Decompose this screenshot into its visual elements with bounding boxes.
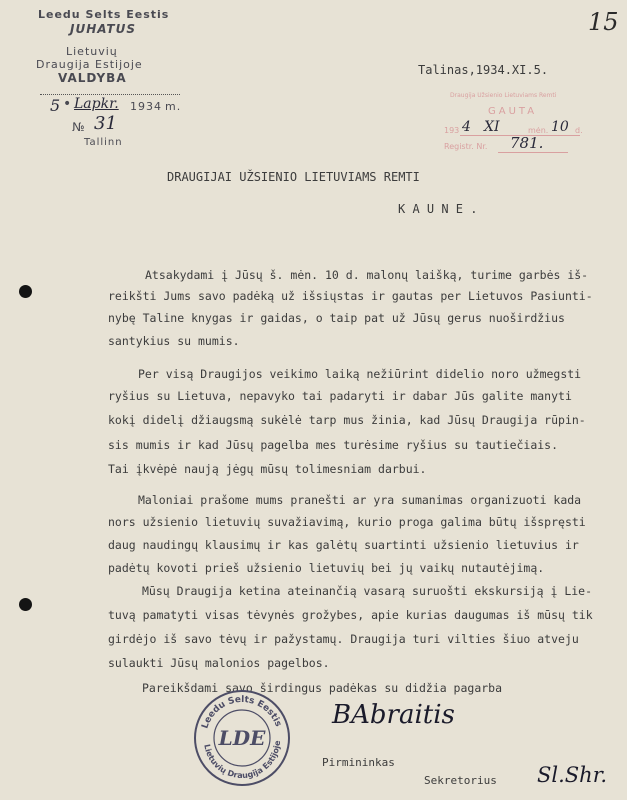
body-line: sulaukti Jūsų malonios pagelbos. xyxy=(108,656,330,670)
stamp-line-5: VALDYBA xyxy=(58,71,127,85)
received-day-suffix: d. xyxy=(575,126,583,135)
received-year-digit: 4 xyxy=(462,119,471,135)
punch-hole-top xyxy=(19,285,32,298)
stamp-line-3: Lietuvių xyxy=(66,45,118,58)
body-line: nors užsienio lietuvių suvažiavimą, kurio proga galima būtų išspręsti xyxy=(108,515,586,529)
body-line: kokį didelį džiaugsmą sukėlė tarp mus žinia, kad Jūsų Draugija rūpin- xyxy=(108,413,586,427)
round-seal xyxy=(192,688,292,788)
body-line: ryšius su Lietuva, nepavyko tai padaryti ir dabar Jūs galite manyti xyxy=(108,389,572,403)
stamp-number-prefix: № xyxy=(72,120,86,134)
received-stamp xyxy=(440,92,590,154)
body-line: Tai įkvėpė naują jėgų mūsų tolimesniam darbui. xyxy=(108,462,427,476)
seal-ring-bottom: Lietuvių Draugija Estijoje xyxy=(202,740,283,781)
stamp-line-2: JUHATUS xyxy=(70,22,136,36)
corner-mark: 15 xyxy=(588,8,619,36)
stamp-date-month: Lapkr. xyxy=(74,96,119,112)
seal-ring-top: Leedu Selts Eestis xyxy=(200,694,283,731)
body-line: tuvą pamatyti visas tėvynės grožybes, apie kurias daugumas iš mūsų tik xyxy=(108,608,593,622)
secretary-label: Sekretorius xyxy=(424,774,497,787)
organisation-stamp xyxy=(0,0,200,160)
stamp-line-1: Leedu Selts Eestis xyxy=(38,8,170,21)
body-line: padėtų kovoti prieš užsienio lietuvių bei jų vaikų nutautėjimą. xyxy=(108,561,545,575)
stamp-date-day: 5 xyxy=(50,96,61,115)
body-line: Mūsų Draugija ketina ateinančią vasarą suruošti ekskursiją į Lie- xyxy=(142,584,593,598)
body-line: girdėjo iš savo tėvų ir pažystamų. Draugija turi vilties šiuo atveju xyxy=(108,632,579,646)
stamp-line-4: Draugija Estijoje xyxy=(36,58,143,71)
received-day: 10 xyxy=(551,119,569,135)
stamp-date-year: 1934 xyxy=(130,100,162,113)
received-reg-number: 781. xyxy=(510,134,544,152)
body-line: nybę Taline knygas ir gaidas, o taip pat už Jūsų gerus nuoširdžius xyxy=(108,311,565,325)
body-line: Pareikšdami savo širdingus padėkas su didžia pagarba xyxy=(142,681,503,695)
received-year-label: 193 xyxy=(444,126,460,135)
body-line: daug naudingų klausimų ir kas galėtų suartinti užsienio lietuvius ir xyxy=(108,538,579,552)
body-line: Atsakydami į Jūsų š. mėn. 10 d. malonų laišką, turime garbės iš- xyxy=(145,268,589,282)
body-line: sis mumis ir kad Jūsų pagelba mes turėsime ryšius su tautiečiais. xyxy=(108,438,559,452)
body-line: Maloniai prašome mums pranešti ar yra sumanimas organizuoti kada xyxy=(138,493,582,507)
stamp-number: 31 xyxy=(94,113,117,134)
stamp-date-suffix: m. xyxy=(165,100,182,113)
seal-monogram: LDE xyxy=(218,726,266,750)
punch-hole-bottom xyxy=(19,598,32,611)
received-month: XI xyxy=(484,119,500,135)
chairman-signature: BAbraitis xyxy=(332,700,455,730)
addressee: DRAUGIJAI UŽSIENIO LIETUVIAMS REMTI xyxy=(167,170,420,184)
body-line: Per visą Draugijos veikimo laiką nežiūrint didelio noro užmegsti xyxy=(138,367,582,381)
date-dot: • xyxy=(63,96,73,112)
body-line: reikšti Jums savo padėką už išsiųstas ir gautas per Lietuvos Pasiunti- xyxy=(108,289,593,303)
secretary-signature: Sl.Shr. xyxy=(537,763,608,787)
received-word: GAUTA xyxy=(488,106,538,117)
received-reg-label: Registr. Nr. xyxy=(444,142,488,151)
place-date: Talinas,1934.XI.5. xyxy=(418,63,549,77)
body-line: santykius su mumis. xyxy=(108,334,240,348)
chairman-label: Pirmininkas xyxy=(322,756,395,769)
stamp-city: Tallinn xyxy=(84,137,123,148)
received-day-label: mėn. xyxy=(528,126,549,135)
received-org: Draugija Užsienio Lietuviams Remti xyxy=(450,92,557,99)
addressee-city: K A U N E . xyxy=(398,202,478,216)
